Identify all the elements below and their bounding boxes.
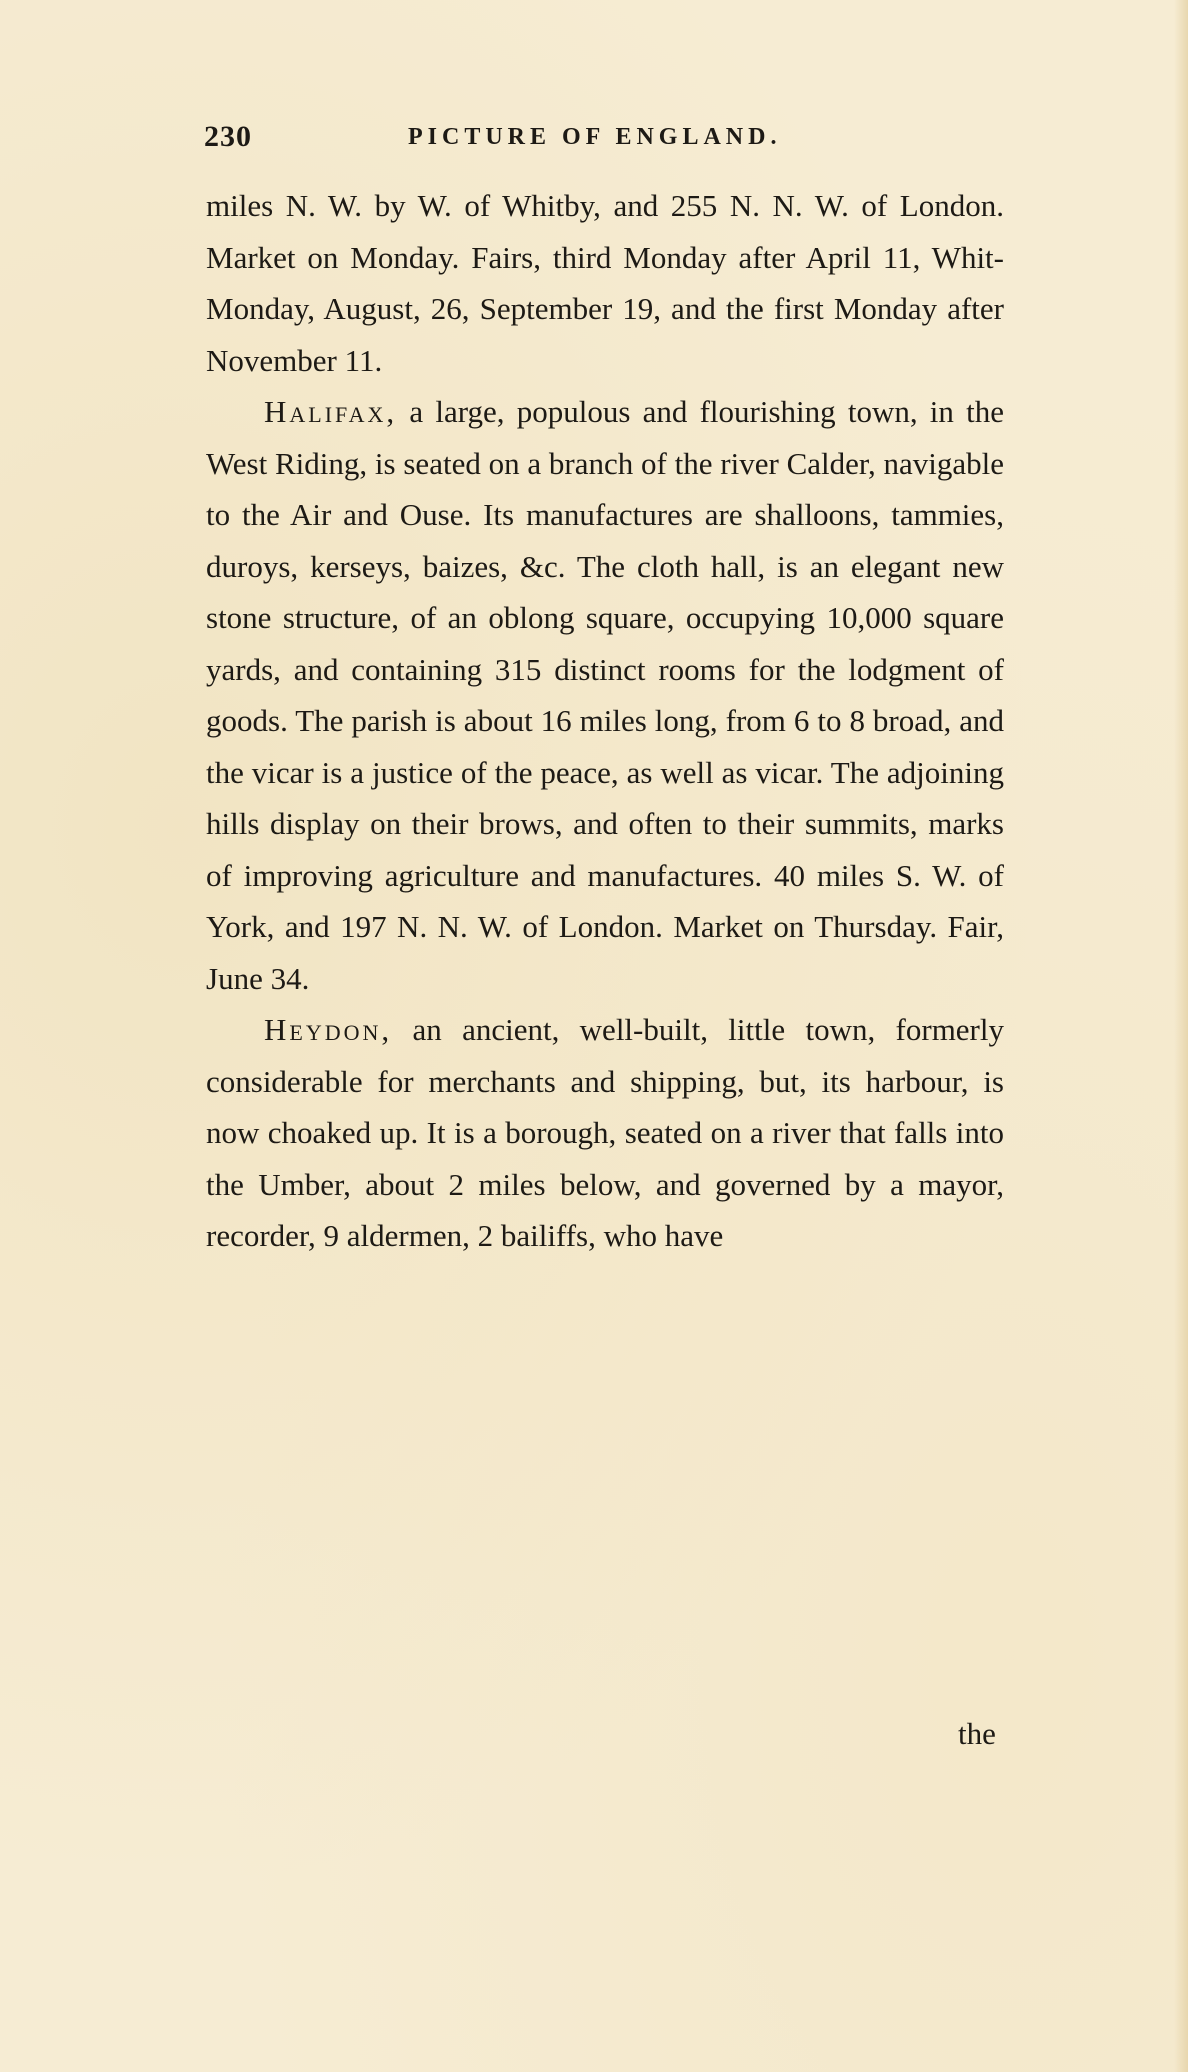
paragraph-halifax xyxy=(206,386,1004,1004)
page-number: 230 xyxy=(204,120,252,153)
paragraph-text: a large, populous and flourishing town, in the West Riding, is seated on a branch of the river Calder, navigable to the Air and Ouse. Its manufactures are shalloons, tammies, duroys, kerseys, baizes, &c. The cloth hall, is an elegant new stone structure, of an oblong square, occupying 10,000 square yards, and containing 315 distinct rooms for the lodgment of goods. The parish is about 16 miles long, from 6 to 8 broad, and the vicar is a justice of the peace, as well as vicar. The adjoining hills display on their brows, and often to their summits, marks of improving agriculture and manufactures. 40 miles S. W. of York, and 197 N. N. W. of London. Market on Thursday. Fair, June 34. xyxy=(206,394,1004,996)
running-title: PICTURE OF ENGLAND. xyxy=(408,124,782,150)
paragraph-text: miles N. W. by W. of Whitby, and 255 N. N. W. of London. Market on Monday. Fairs, third Monday after April 11, Whit-Monday, August, 26, September 19, and the first Monday after November 11. xyxy=(206,188,1004,378)
body-text xyxy=(206,180,1004,1262)
paragraph-heydon xyxy=(206,1004,1004,1262)
catchword: the xyxy=(958,1716,996,1751)
page-edge-shadow xyxy=(1174,0,1188,2072)
entry-heading-halifax: Halifax, xyxy=(264,394,398,429)
entry-heading-heydon: Heydon, xyxy=(264,1012,393,1047)
paragraph-whitby-continuation xyxy=(206,180,1004,386)
running-head xyxy=(204,120,994,160)
paragraph-text: an ancient, well-built, little town, formerly considerable for merchants and shipping, but, its harbour, is now choaked up. It is a borough, seated on a river that falls into the Umber, about 2 miles below, and governed by a mayor, recorder, 9 aldermen, 2 bailiffs, who have xyxy=(206,1012,1004,1253)
